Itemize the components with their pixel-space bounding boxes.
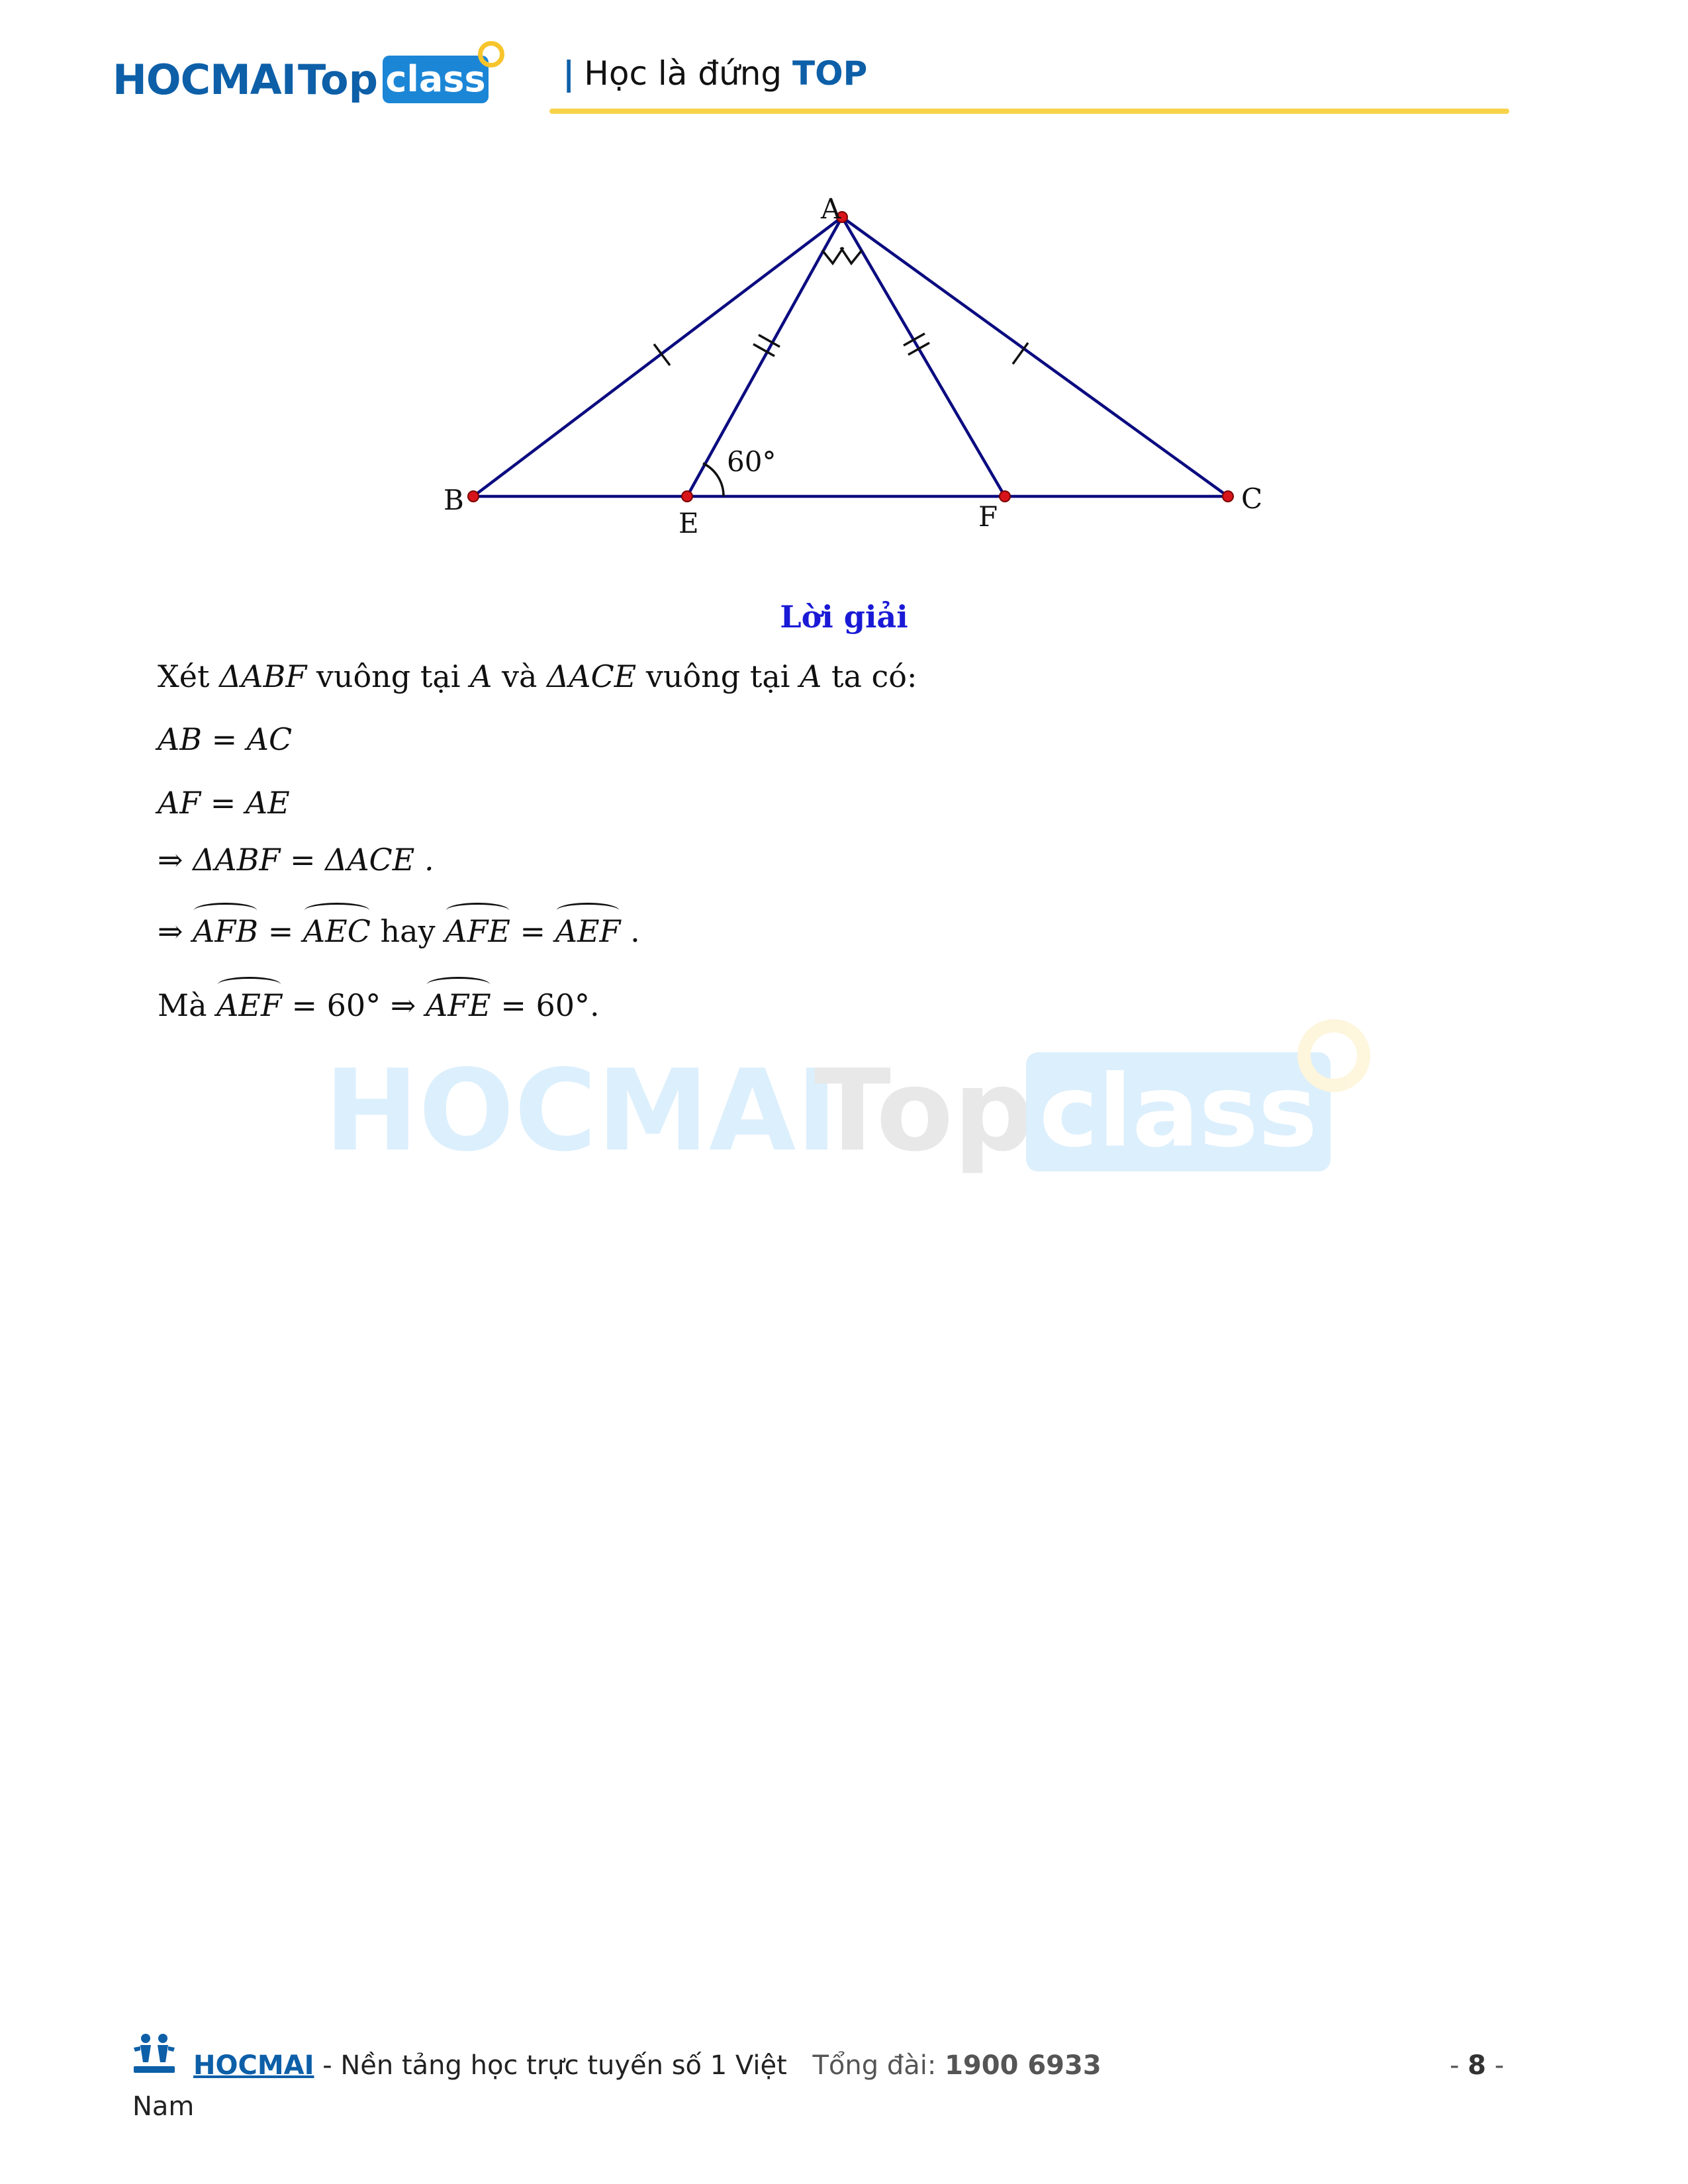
vertex-a-1: A	[470, 659, 492, 694]
watermark-logo	[324, 1019, 1383, 1178]
angle-aef-2: AEF	[216, 987, 282, 1023]
logo-top-text: Top	[298, 56, 379, 104]
logo-hocmai-text: HOCMAI	[113, 56, 296, 104]
solution-line-4: ⇒ ΔABF = ΔACE .	[158, 842, 434, 878]
equals-1: =	[258, 913, 303, 949]
label-a: A	[821, 193, 841, 225]
implies-symbol: ⇒	[158, 913, 193, 949]
point-b	[468, 491, 479, 502]
value-60-implies: = 60° ⇒	[281, 987, 426, 1023]
angle-arc-e	[703, 463, 724, 496]
page-number-value: 8	[1468, 2050, 1486, 2081]
page-number	[1450, 2050, 1504, 2081]
solution-line-2: AB = AC	[158, 721, 293, 757]
period: .	[620, 913, 640, 949]
equals-2: =	[510, 913, 555, 949]
value-60: = 60°.	[491, 987, 600, 1023]
point-f	[1000, 491, 1010, 502]
vertex-a-2: A	[800, 659, 822, 694]
label-b: B	[444, 484, 464, 516]
angle-afb: AFB	[193, 913, 259, 949]
solution-line-3: AF = AE	[158, 785, 290, 821]
page-prefix: -	[1450, 2050, 1468, 2081]
hocmai-people-icon	[131, 2032, 177, 2078]
watermark-sun-icon	[1297, 1019, 1370, 1092]
label-e: E	[679, 507, 699, 539]
text-hay: hay	[370, 913, 445, 949]
right-angle-mark-right	[841, 248, 862, 263]
footer-text	[193, 2050, 1102, 2081]
label-f: F	[978, 500, 998, 533]
footer-hotline-label: Tổng đài:	[812, 2050, 945, 2081]
tagline-top: TOP	[792, 54, 868, 93]
segment-ac	[842, 217, 1228, 496]
point-c	[1223, 491, 1233, 502]
footer-brand-link[interactable]: HOCMAI	[193, 2050, 314, 2081]
watermark-top: Top	[814, 1046, 1034, 1177]
angle-aec: AEC	[303, 913, 371, 949]
solution-line-5	[158, 913, 640, 949]
tagline-bar: |	[563, 54, 575, 93]
footer-description-cont: Nam	[132, 2091, 195, 2122]
triangle-figure	[0, 0, 1688, 582]
solution-line-6	[158, 987, 600, 1023]
label-c: C	[1241, 482, 1263, 515]
solution-line-1	[158, 659, 917, 694]
segment-ab	[473, 217, 842, 496]
page-suffix: -	[1486, 2050, 1505, 2081]
triangle-ace: ΔACE	[547, 659, 637, 694]
triangle-abf: ΔABF	[219, 659, 307, 694]
footer-hotline-number: 1900 6933	[945, 2050, 1102, 2081]
watermark-class: class	[1026, 1052, 1331, 1171]
point-e	[682, 491, 692, 502]
solution-title: Lời giải	[780, 599, 908, 635]
angle-afe-2: AFE	[425, 987, 491, 1023]
text-vuong-tai-1: vuông tại	[306, 659, 471, 694]
footer-description: - Nền tảng học trực tuyến số 1 Việt	[314, 2050, 787, 2081]
text-vuong-tai-2: vuông tại	[636, 659, 800, 694]
tick-ab	[654, 344, 670, 365]
logo-class-badge: class	[383, 56, 489, 103]
tagline-text: Học là đứng	[584, 54, 782, 93]
tick-af-2	[908, 343, 929, 355]
text-xet: Xét	[158, 659, 220, 694]
angle-afe: AFE	[445, 913, 510, 949]
segment-af	[842, 217, 1005, 496]
text-ma: Mà	[158, 987, 217, 1023]
watermark-hocmai: HOCMAI	[324, 1046, 838, 1177]
text-ta-co: ta có:	[821, 659, 917, 694]
label-angle-60: 60°	[727, 445, 776, 478]
angle-aef: AEF	[555, 913, 621, 949]
text-va: và	[492, 659, 547, 694]
